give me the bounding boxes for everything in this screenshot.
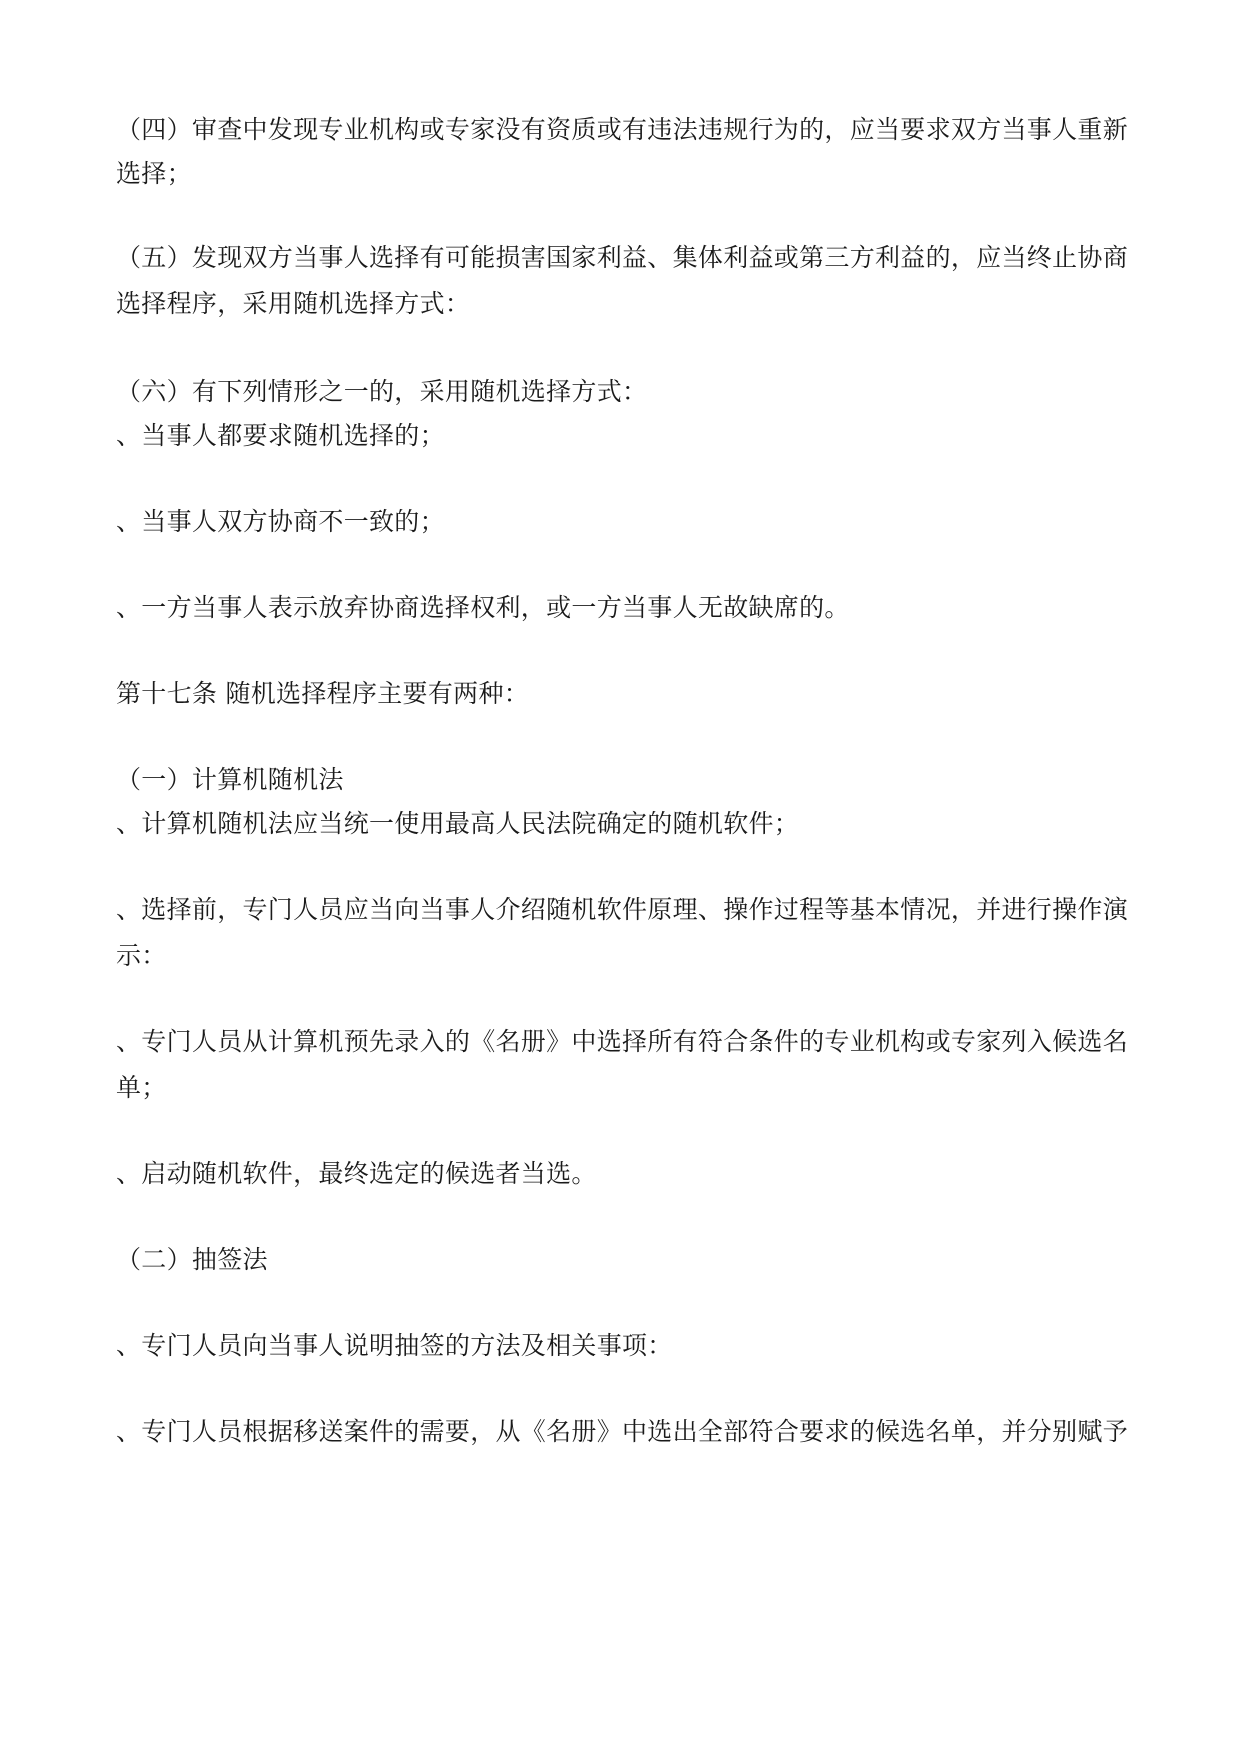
list-item-launch-software: 、启动随机软件，最终选定的候选者当选。 (116, 1159, 597, 1188)
method-2-heading: （二）抽签法 (116, 1245, 268, 1274)
list-item-waiver-or-absence: 、一方当事人表示放弃协商选择权利，或一方当事人无故缺席的。 (116, 593, 850, 622)
paragraph-6-heading: （六）有下列情形之一的，采用随机选择方式： (116, 377, 648, 406)
paragraph-5-line-1: （五）发现双方当事人选择有可能损害国家利益、集体利益或第三方利益的，应当终止协商 (116, 243, 1129, 272)
paragraph-4-line-1: （四）审查中发现专业机构或专家没有资质或有违法违规行为的，应当要求双方当事人重新 (116, 115, 1129, 144)
paragraph-5-line-2: 选择程序，采用随机选择方式： (116, 289, 471, 318)
list-item-candidates-line-1: 、专门人员从计算机预先录入的《名册》中选择所有符合条件的专业机构或专家列入候选名 (116, 1027, 1129, 1056)
list-item-select-candidates: 、专门人员根据移送案件的需要，从《名册》中选出全部符合要求的候选名单，并分别赋予 (116, 1417, 1129, 1446)
list-item-demo-line-1: 、选择前，专门人员应当向当事人介绍随机软件原理、操作过程等基本情况，并进行操作演 (116, 895, 1129, 924)
list-item-explain-lottery: 、专门人员向当事人说明抽签的方法及相关事项： (116, 1331, 673, 1360)
list-item-no-agreement: 、当事人双方协商不一致的； (116, 507, 445, 536)
list-item-software: 、计算机随机法应当统一使用最高人民法院确定的随机软件； (116, 809, 800, 838)
list-item-demo-line-2: 示： (116, 941, 167, 970)
list-item-candidates-line-2: 单； (116, 1073, 167, 1102)
method-1-heading: （一）计算机随机法 (116, 765, 344, 794)
article-17-heading: 第十七条 随机选择程序主要有两种： (116, 679, 530, 708)
list-item-random-requested: 、当事人都要求随机选择的； (116, 421, 445, 450)
paragraph-4-line-2: 选择； (116, 159, 192, 188)
